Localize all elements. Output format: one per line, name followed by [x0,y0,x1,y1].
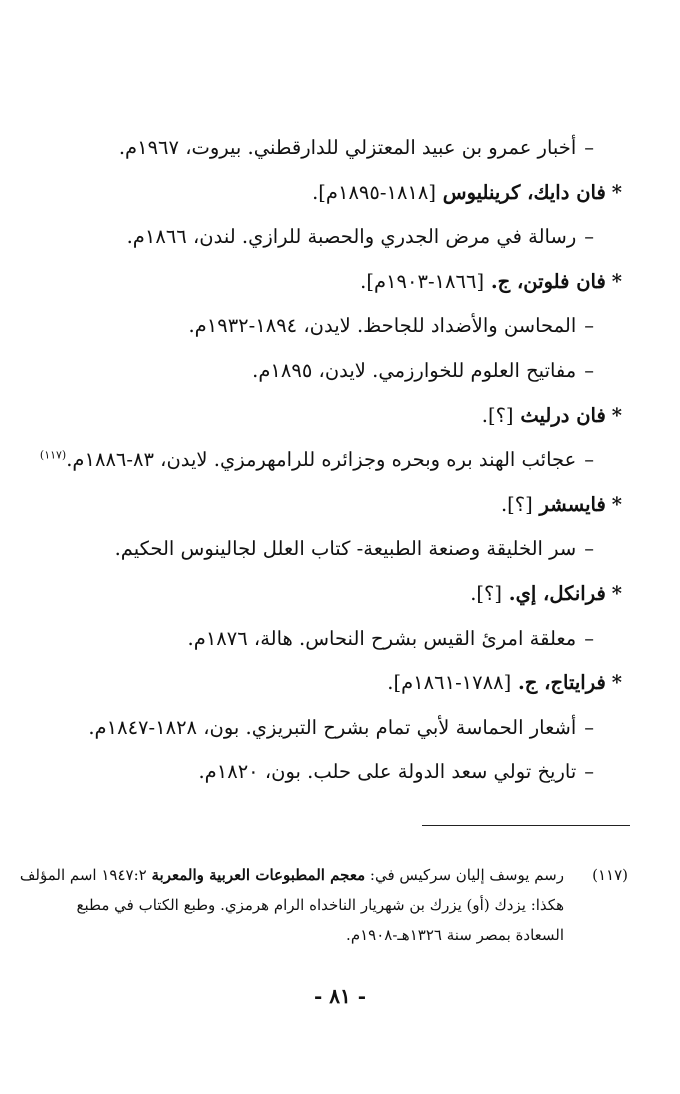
dash-bullet: – [584,136,594,159]
work-title: أشعار الحماسة لأبي تمام بشرح التبريزي. بون، ١٨٢٨-١٨٤٧م. [88,715,577,739]
footnote-reference: (١١٧) [39,448,67,462]
asterisk-bullet: * [611,180,622,204]
dash-bullet: – [584,715,594,739]
author-name: فان دايك، كرينليوس [442,180,606,204]
work-title: رسالة في مرض الجدري والحصبة للرازي. لندن، ١٨٦٦م. [126,225,577,249]
footnote [19,860,628,950]
author-heading [40,661,680,706]
work-title: عجائب الهند بره وبحره وجزائره للرامهرمزي. لايدن، ٨٣-١٨٨٦م. [66,448,577,472]
work-entry [40,527,680,572]
asterisk-bullet: * [611,269,622,293]
author-name: فايسشر [539,492,606,516]
dash-bullet: – [584,760,594,784]
asterisk-bullet: * [611,403,622,427]
author-heading [40,260,680,305]
author-name: فرايتاج، ج. [517,671,606,695]
bibliography-entries [40,126,680,795]
author-heading [40,572,680,617]
work-title: سر الخليقة وصنعة الطبيعة- كتاب العلل لجالينوس الحكيم. [114,537,577,561]
dash-bullet: – [584,314,594,338]
author-dates: [١٨١٨-١٨٩٥م]. [312,180,436,204]
page-number: - ٨١ - [313,984,366,1008]
asterisk-bullet: * [611,581,622,605]
footnote-text: ١٩٤٧:٢ اسم المؤلف [19,866,152,884]
footnote-text: رسم يوسف إليان سركيس في: [365,866,564,884]
work-title: المحاسن والأضداد للجاحظ. لايدن، ١٨٩٤-١٩٣٢م. [188,314,577,338]
asterisk-bullet: * [611,492,622,516]
dash-bullet: – [584,626,594,650]
footnote-separator [422,825,630,826]
work-entry [40,304,680,349]
work-entry [40,438,680,483]
work-entry [40,706,680,751]
author-heading [40,394,680,439]
author-name: فرانكل، إي. [508,581,606,605]
dash-bullet: – [584,225,594,249]
footnote-line-2: هكذا: يزدك (أو) يزرك بن شهريار الناخداه الرام هرمزي. وطبع الكتاب في مطبع [76,896,564,914]
work-title: تاريخ تولي سعد الدولة على حلب. بون، ١٨٢٠م. [198,760,577,784]
work-title: أخبار عمرو بن عبيد المعتزلي للدارقطني. بيروت، ١٩٦٧م. [118,136,577,159]
work-entry [40,349,680,394]
work-title: مفاتيح العلوم للخوارزمي. لايدن، ١٨٩٥م. [252,358,577,382]
author-heading [40,171,680,216]
author-heading [40,483,680,528]
work-entry [40,617,680,662]
author-name: فان فلوتن، ج. [490,269,606,293]
work-entry [40,126,680,171]
footnote-line-3: السعادة بمصر سنة ١٣٢٦هـ-١٩٠٨م. [346,926,564,944]
dash-bullet: – [584,537,594,561]
work-entry [40,215,680,260]
asterisk-bullet: * [611,671,622,695]
author-dates: [١٨٦٦-١٩٠٣م]. [360,269,485,293]
work-title: معلقة امرئ القيس بشرح النحاس. هالة، ١٨٧٦م. [187,626,577,650]
author-dates: [١٧٨٨-١٨٦١م]. [387,671,512,695]
author-dates: [؟]. [500,492,533,516]
footnote-number: (١١٧) [592,866,628,884]
author-dates: [؟]. [470,581,502,605]
footnote-source-title: معجم المطبوعات العربية والمعربة [151,866,366,884]
footnote-line-1 [19,860,628,890]
author-dates: [؟]. [481,403,514,427]
dash-bullet: – [584,358,594,382]
dash-bullet: – [584,448,594,472]
author-name: فان درليث [520,403,606,427]
work-entry [40,750,680,795]
